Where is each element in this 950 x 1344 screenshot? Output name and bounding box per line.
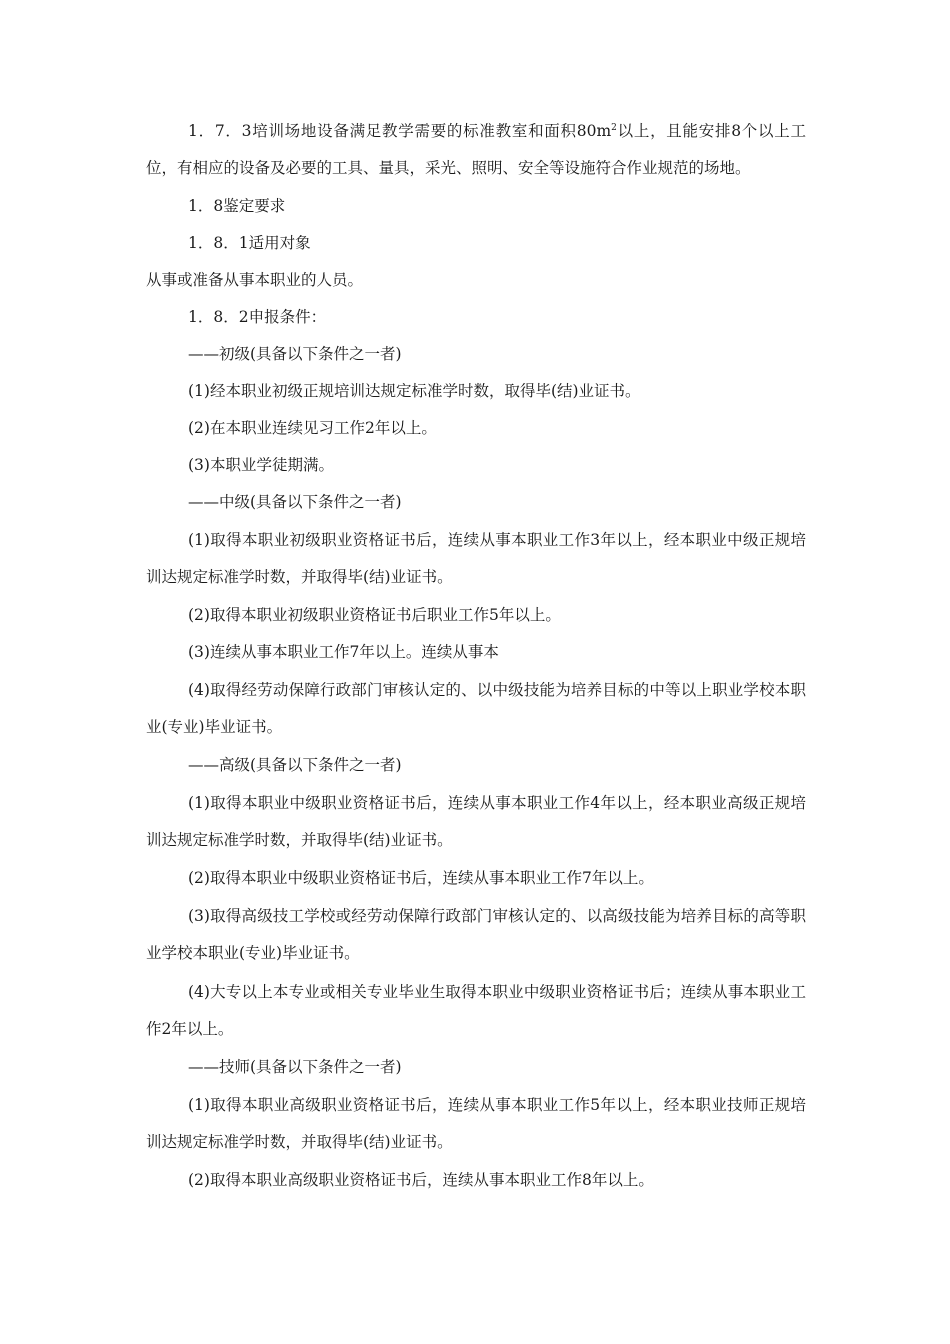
- paragraph-training-site: [146, 113, 806, 187]
- paragraph-applicable-persons: 从事或准备从事本职业的人员。: [146, 271, 364, 289]
- condition-senior-4: (4)大专以上本专业或相关专业毕业生取得本职业中级职业资格证书后；连续从事本职业工作2年以上。: [146, 983, 806, 1038]
- heading-level-senior: ——高级(具备以下条件之一者): [188, 756, 402, 774]
- heading-level-intermediate: ——中级(具备以下条件之一者): [188, 493, 402, 511]
- condition-senior-3: (3)取得高级技工学校或经劳动保障行政部门审核认定的、以高级技能为培养目标的高等职业学校本职业(专业)毕业证书。: [146, 907, 806, 962]
- paragraph-text: 1．7．3培训场地设备满足教学需要的标准教室和面积$80m^2$以上，且能安排8个以上工位，有相应的设备及必要的工具、量具，采光、照明、安全等设施符合作业规范的场地。: [146, 122, 806, 177]
- condition-senior-1: (1)取得本职业中级职业资格证书后，连续从事本职业工作4年以上，经本职业高级正规培训达规定标准学时数，并取得毕(结)业证书。: [146, 794, 806, 849]
- heading-level-technician: ——技师(具备以下条件之一者): [188, 1058, 402, 1076]
- heading-level-junior: ——初级(具备以下条件之一者): [188, 345, 402, 363]
- condition-junior-1: (1)经本职业初级正规培训达规定标准学时数，取得毕(结)业证书。: [188, 382, 641, 400]
- document-body: [146, 117, 806, 1204]
- heading-applicable-objects: 1．8．1适用对象: [188, 234, 311, 252]
- condition-junior-2: (2)在本职业连续见习工作2年以上。: [188, 419, 437, 437]
- condition-technician-2: (2)取得本职业高级职业资格证书后，连续从事本职业工作8年以上。: [188, 1171, 654, 1189]
- condition-senior-2: (2)取得本职业中级职业资格证书后，连续从事本职业工作7年以上。: [188, 869, 654, 887]
- condition-intermediate-2: (2)取得本职业初级职业资格证书后职业工作5年以上。: [188, 606, 561, 624]
- superscript-square: 2: [611, 122, 617, 133]
- heading-application-conditions: 1．8．2申报条件：: [188, 308, 327, 326]
- heading-appraisal-requirements: 1．8鉴定要求: [188, 197, 286, 215]
- condition-intermediate-1: (1)取得本职业初级职业资格证书后，连续从事本职业工作3年以上，经本职业中级正规培训达规定标准学时数，并取得毕(结)业证书。: [146, 531, 806, 586]
- condition-junior-3: (3)本职业学徒期满。: [188, 456, 334, 474]
- condition-intermediate-3: (3)连续从事本职业工作7年以上。连续从事本: [188, 643, 499, 661]
- condition-technician-1: (1)取得本职业高级职业资格证书后，连续从事本职业工作5年以上，经本职业技师正规培训达规定标准学时数，并取得毕(结)业证书。: [146, 1096, 806, 1151]
- condition-intermediate-4: (4)取得经劳动保障行政部门审核认定的、以中级技能为培养目标的中等以上职业学校本职业(专业)毕业证书。: [146, 681, 806, 736]
